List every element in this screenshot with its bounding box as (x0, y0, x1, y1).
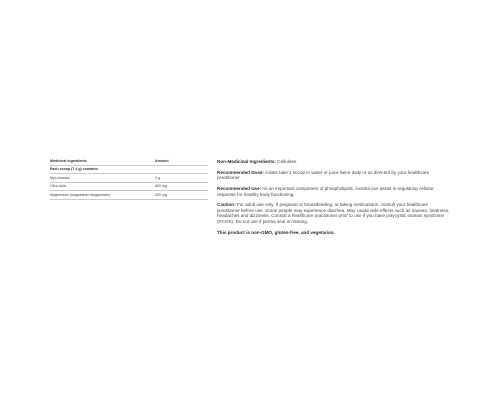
table-row (50, 191, 208, 200)
medicinal-ingredients-table (50, 157, 208, 200)
table-header-row (50, 157, 208, 166)
serving-size: Each scoop (7.4 g) contains: (50, 167, 99, 172)
caution (217, 202, 452, 224)
table-row (50, 183, 208, 192)
caution-text: For adult use only. If pregnant or breastfeeding, or taking medications, consult your healthcare practitioner before use. Some people may experience diarrhea. May cause side effects such as nausea, tiredness, headaches and dizziness. Consult a healthcare practitioner prior to use if you have polycystic ovarian syndrome (PCOS). Do not use if perma seal is missing. (217, 202, 450, 225)
serving-size-row (50, 166, 208, 175)
header-amount: Amount (155, 158, 169, 163)
recommended-dose (217, 170, 452, 181)
ingredient-name: Myo-Inositol (50, 175, 70, 180)
table-row (50, 174, 208, 183)
header-ingredient: Medicinal Ingredients (50, 158, 87, 163)
caution-label: Caution: (217, 202, 236, 208)
ingredient-amount: 200 mg (155, 192, 167, 197)
product-statement: This product is non-GMO, gluten-free, and vegetarian. (217, 229, 335, 235)
recommended-use-text: As an important component of phospholipids, inositol can assist in regulating cellular response for healthy body functioning. (217, 185, 434, 197)
ingredient-amount: 4 g (155, 175, 160, 180)
recommended-use (217, 186, 452, 197)
ingredient-name: Citric Acid (50, 184, 66, 189)
recommended-dose-text: Adults take 1 scoop in water or juice twice daily or as directed by your healthcare practitioner. (217, 169, 430, 181)
ingredient-name: Magnesium (magnesium bisglycinate) (50, 192, 111, 197)
product-info (217, 159, 452, 240)
non-medicinal-label: Non-Medicinal Ingredients: (217, 159, 276, 164)
non-medicinal-text: Cellulose. (275, 159, 298, 164)
ingredient-amount: 800 mg (155, 184, 167, 189)
recommended-use-label: Recommended Use: (217, 185, 262, 191)
recommended-dose-label: Recommended Dose: (217, 169, 264, 175)
non-medicinal-ingredients (217, 159, 452, 165)
